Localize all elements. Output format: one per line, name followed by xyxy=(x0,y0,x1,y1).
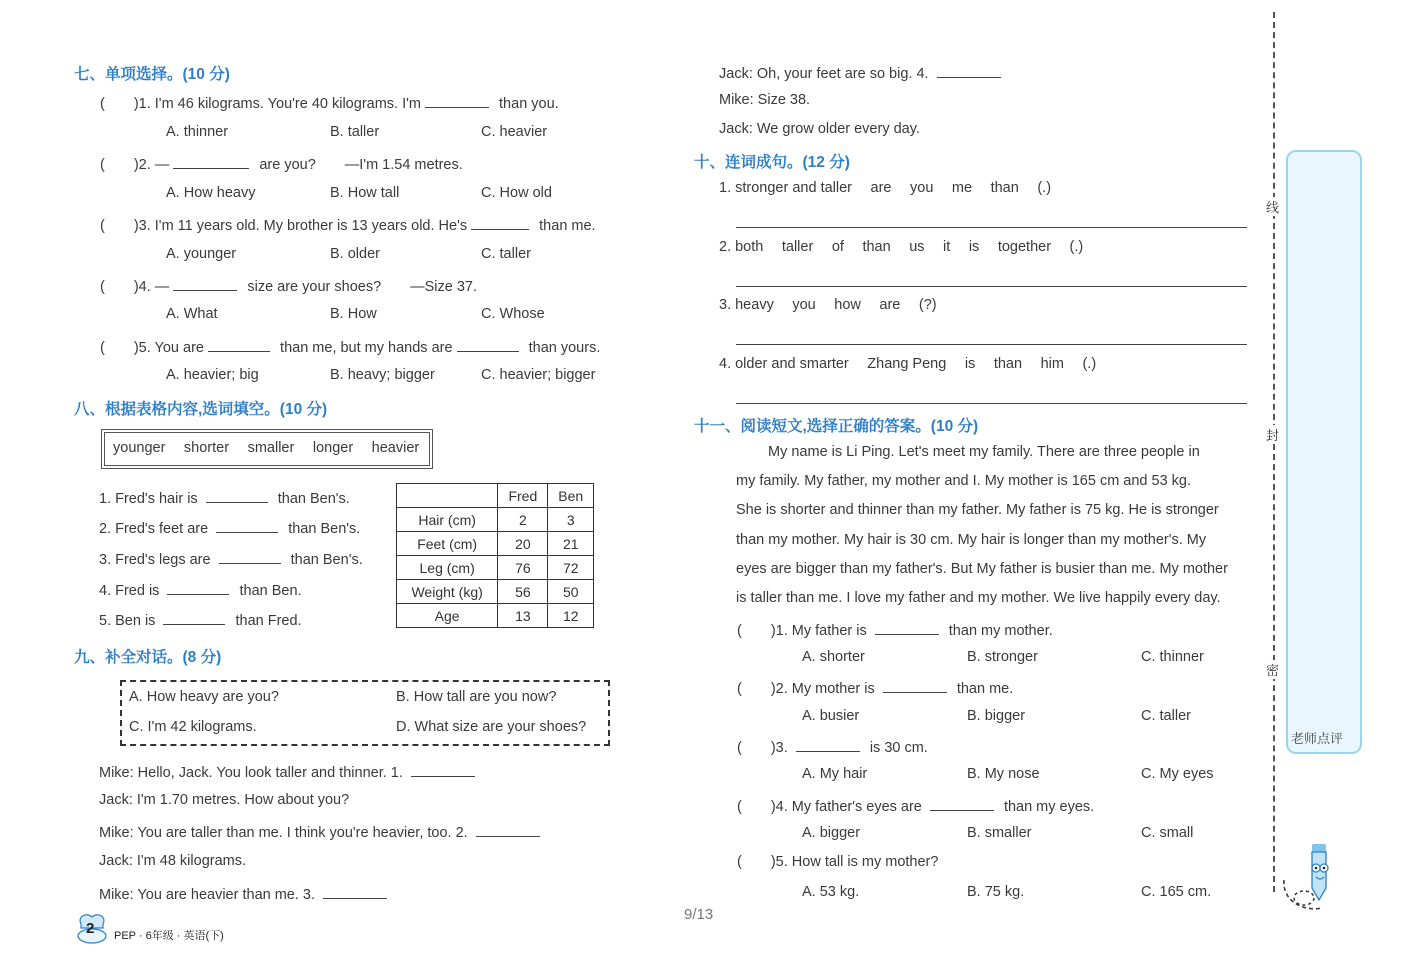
q7-2-blank[interactable] xyxy=(173,154,249,169)
q7-4-blank[interactable] xyxy=(173,276,237,291)
q7-5-prefix: ( )5. You are xyxy=(100,340,204,356)
q7-1-prefix: ( )1. I'm 46 kilograms. You're 40 kilograms. I'm xyxy=(100,96,421,112)
dialogue-blank-3[interactable] xyxy=(323,884,387,899)
q11-2-option-a[interactable]: A. busier xyxy=(802,708,860,724)
q11-4-option-a[interactable]: A. bigger xyxy=(802,825,861,841)
q8-1 xyxy=(99,488,350,507)
q11-4-suffix: than my eyes. xyxy=(1003,799,1095,815)
section7-heading: 七、单项选择。(10 分) xyxy=(74,66,230,83)
page-badge xyxy=(75,912,105,940)
dialogue-line-7: Mike: Size 38. xyxy=(719,92,811,108)
q7-1 xyxy=(100,93,559,112)
q10-3: 3. heavy you how are (?) xyxy=(719,297,937,313)
q7-4 xyxy=(100,276,477,295)
q7-5-option-b[interactable]: B. heavy; bigger xyxy=(330,367,435,383)
binding-char-seal: 封 xyxy=(1266,425,1279,444)
table-cell: 2 xyxy=(498,508,548,532)
dialogue-line-8: Jack: We grow older every day. xyxy=(719,121,920,137)
q7-4-option-b[interactable]: B. How xyxy=(330,306,377,322)
q11-3 xyxy=(737,737,928,756)
data-table xyxy=(396,483,594,628)
q7-3-option-a[interactable]: A. younger xyxy=(166,246,237,262)
q10-2: 2. both taller of than us it is together (.) xyxy=(719,239,1084,255)
q8-2 xyxy=(99,518,360,537)
dialogue-line-1 xyxy=(99,762,475,781)
q7-5-option-c[interactable]: C. heavier; bigger xyxy=(481,367,596,383)
passage-line-5: eyes are bigger than my father's. But My father is busier than me. My mother xyxy=(736,561,1228,577)
q11-2-option-c[interactable]: C. taller xyxy=(1141,708,1191,724)
q11-2-blank[interactable] xyxy=(883,678,947,693)
q7-5-suffix: than yours. xyxy=(528,340,601,356)
q8-1-suffix: than Ben's. xyxy=(277,491,350,507)
q11-4-blank[interactable] xyxy=(930,796,994,811)
binding-dashed-line xyxy=(1273,12,1275,892)
q7-2 xyxy=(100,154,463,173)
q11-3-suffix: is 30 cm. xyxy=(869,740,928,756)
table-cell: 13 xyxy=(498,604,548,628)
q8-5 xyxy=(99,610,302,629)
q7-1-suffix: than you. xyxy=(499,96,559,112)
q7-5-option-a[interactable]: A. heavier; big xyxy=(166,367,259,383)
q11-1-prefix: ( )1. My father is xyxy=(737,623,867,639)
q7-2-prefix: ( )2. — xyxy=(100,157,170,173)
dialogue-option-b: B. How tall are you now? xyxy=(396,689,557,705)
table-header-cell xyxy=(397,484,498,508)
q7-3 xyxy=(100,215,596,234)
dialogue-line-6 xyxy=(719,63,1001,82)
book-title: PEP · 6年级 · 英语(下) xyxy=(114,930,224,942)
q7-3-blank[interactable] xyxy=(471,215,529,230)
q11-1 xyxy=(737,620,1053,639)
q8-2-suffix: than Ben's. xyxy=(288,521,361,537)
q11-4-option-b[interactable]: B. smaller xyxy=(967,825,1032,841)
q7-5-middle: than me, but my hands are xyxy=(280,340,453,356)
dialogue-line-6-text: Jack: Oh, your feet are so big. 4. xyxy=(719,66,929,82)
teacher-comment-panel[interactable] xyxy=(1286,150,1362,754)
q8-2-blank[interactable] xyxy=(216,518,278,533)
page-number: 2 xyxy=(86,920,95,937)
q7-1-option-c[interactable]: C. heavier xyxy=(481,124,548,140)
q11-1-suffix: than my mother. xyxy=(948,623,1053,639)
teacher-comment-label: 老师点评 xyxy=(1291,731,1344,746)
q11-1-option-c[interactable]: C. thinner xyxy=(1141,649,1204,665)
table-cell: Leg (cm) xyxy=(397,556,498,580)
dialogue-line-3-text: Mike: You are taller than me. I think you're heavier, too. 2. xyxy=(99,825,468,841)
section9-heading: 九、补全对话。(8 分) xyxy=(74,649,222,666)
q10-1: 1. stronger and taller are you me than (.) xyxy=(719,180,1052,196)
table-cell: 12 xyxy=(548,604,594,628)
table-row xyxy=(397,604,594,628)
q8-5-suffix: than Fred. xyxy=(235,613,302,629)
q7-5-blank-1[interactable] xyxy=(208,337,270,352)
q10-2-answer-line[interactable] xyxy=(736,286,1247,287)
table-cell: 76 xyxy=(498,556,548,580)
q11-5: ( )5. How tall is my mother? xyxy=(737,854,939,870)
dialogue-line-5-text: Mike: You are heavier than me. 3. xyxy=(99,887,316,903)
q11-2-option-b[interactable]: B. bigger xyxy=(967,708,1026,724)
q7-2-option-c[interactable]: C. How old xyxy=(481,185,552,201)
q11-2-suffix: than me. xyxy=(956,681,1014,697)
q11-2-prefix: ( )2. My mother is xyxy=(737,681,875,697)
dialogue-line-5 xyxy=(99,884,387,903)
q7-3-option-b[interactable]: B. older xyxy=(330,246,380,262)
q10-4-answer-line[interactable] xyxy=(736,403,1247,404)
dialogue-option-a: A. How heavy are you? xyxy=(129,689,279,705)
q8-4 xyxy=(99,580,302,599)
passage-line-3: She is shorter and thinner than my father. My father is 75 kg. He is stronger xyxy=(736,502,1219,518)
q11-2 xyxy=(737,678,1013,697)
section10-heading: 十、连词成句。(12 分) xyxy=(694,154,850,171)
q8-5-blank[interactable] xyxy=(163,610,225,625)
section11-heading: 十一、阅读短文,选择正确的答案。(10 分) xyxy=(694,418,979,435)
q11-3-option-b[interactable]: B. My nose xyxy=(967,766,1040,782)
dialogue-line-1-text: Mike: Hello, Jack. You look taller and thinner. 1. xyxy=(99,765,403,781)
q11-4-prefix: ( )4. My father's eyes are xyxy=(737,799,922,815)
q7-5-blank-2[interactable] xyxy=(457,337,519,352)
q8-1-blank[interactable] xyxy=(206,488,268,503)
q8-1-prefix: 1. Fred's hair is xyxy=(99,491,198,507)
q11-5-option-a[interactable]: A. 53 kg. xyxy=(802,884,860,900)
table-row xyxy=(397,508,594,532)
table-header-cell: Fred xyxy=(498,484,548,508)
table-row xyxy=(397,532,594,556)
dialogue-line-2: Jack: I'm 1.70 metres. How about you? xyxy=(99,792,350,808)
dialogue-blank-4[interactable] xyxy=(937,63,1001,78)
q11-4 xyxy=(737,796,1094,815)
q7-2-option-a[interactable]: A. How heavy xyxy=(166,185,256,201)
page-counter: 9/13 xyxy=(684,906,714,923)
q8-3-blank[interactable] xyxy=(219,549,281,564)
q8-2-prefix: 2. Fred's feet are xyxy=(99,521,209,537)
q11-1-blank[interactable] xyxy=(875,620,939,635)
passage-line-2: my family. My father, my mother and I. My mother is 165 cm and 53 kg. xyxy=(736,473,1192,489)
q11-4-option-c[interactable]: C. small xyxy=(1141,825,1194,841)
q8-4-blank[interactable] xyxy=(167,580,229,595)
table-cell: Weight (kg) xyxy=(397,580,498,604)
table-cell: 3 xyxy=(548,508,594,532)
q11-1-option-a[interactable]: A. shorter xyxy=(802,649,865,665)
q7-2-option-b[interactable]: B. How tall xyxy=(330,185,400,201)
q8-3-suffix: than Ben's. xyxy=(290,552,363,568)
dialogue-option-c: C. I'm 42 kilograms. xyxy=(129,719,257,735)
q7-3-prefix: ( )3. I'm 11 years old. My brother is 13 years old. He's xyxy=(100,218,468,234)
table-cell: Age xyxy=(397,604,498,628)
q8-4-suffix: than Ben. xyxy=(239,583,302,599)
passage-line-1: My name is Li Ping. Let's meet my family. There are three people in xyxy=(768,444,1200,460)
table-cell: 20 xyxy=(498,532,548,556)
binding-char-secret: 密 xyxy=(1266,660,1279,679)
dialogue-line-4: Jack: I'm 48 kilograms. xyxy=(99,853,247,869)
pencil-mascot xyxy=(1282,840,1346,912)
q7-5 xyxy=(100,337,600,356)
table-cell: 21 xyxy=(548,532,594,556)
q11-5-option-b[interactable]: B. 75 kg. xyxy=(967,884,1025,900)
q10-4: 4. older and smarter Zhang Peng is than him (.) xyxy=(719,356,1097,372)
table-cell: 72 xyxy=(548,556,594,580)
q11-3-option-c[interactable]: C. My eyes xyxy=(1141,766,1214,782)
q11-1-option-b[interactable]: B. stronger xyxy=(967,649,1038,665)
q7-4-suffix: size are your shoes? —Size 37. xyxy=(247,279,478,295)
table-cell: 50 xyxy=(548,580,594,604)
q11-3-blank[interactable] xyxy=(796,737,860,752)
q7-3-suffix: than me. xyxy=(539,218,596,234)
q8-5-prefix: 5. Ben is xyxy=(99,613,156,629)
q7-1-option-a[interactable]: A. thinner xyxy=(166,124,229,140)
q8-3 xyxy=(99,549,363,568)
dialogue-blank-1[interactable] xyxy=(411,762,475,777)
word-bank: younger shorter smaller longer heavier xyxy=(113,440,420,456)
dialogue-blank-2[interactable] xyxy=(476,822,540,837)
q7-3-option-c[interactable]: C. taller xyxy=(481,246,531,262)
passage-line-4: than my mother. My hair is 30 cm. My hair is longer than my mother's. My xyxy=(736,532,1207,548)
q8-3-prefix: 3. Fred's legs are xyxy=(99,552,211,568)
q7-4-option-c[interactable]: C. Whose xyxy=(481,306,545,322)
q11-3-prefix: ( )3. xyxy=(737,740,788,756)
table-header-row xyxy=(397,484,594,508)
q10-3-answer-line[interactable] xyxy=(736,344,1247,345)
table-header-cell: Ben xyxy=(548,484,594,508)
q7-4-prefix: ( )4. — xyxy=(100,279,170,295)
dialogue-option-d: D. What size are your shoes? xyxy=(396,719,587,735)
q8-4-prefix: 4. Fred is xyxy=(99,583,160,599)
q11-3-option-a[interactable]: A. My hair xyxy=(802,766,868,782)
table-cell: Feet (cm) xyxy=(397,532,498,556)
q10-1-answer-line[interactable] xyxy=(736,227,1247,228)
q7-1-option-b[interactable]: B. taller xyxy=(330,124,380,140)
q7-1-blank[interactable] xyxy=(425,93,489,108)
q7-2-suffix: are you? —I'm 1.54 metres. xyxy=(259,157,463,173)
binding-char-line: 线 xyxy=(1266,197,1279,216)
pencil-mascot-icon xyxy=(1282,840,1346,912)
table-row xyxy=(397,580,594,604)
section8-heading: 八、根据表格内容,选词填空。(10 分) xyxy=(74,401,328,418)
table-cell: 56 xyxy=(498,580,548,604)
table-row xyxy=(397,556,594,580)
passage-line-6: is taller than me. I love my father and my mother. We live happily every day. xyxy=(736,590,1221,606)
dialogue-line-3 xyxy=(99,822,540,841)
q11-5-option-c[interactable]: C. 165 cm. xyxy=(1141,884,1212,900)
table-cell: Hair (cm) xyxy=(397,508,498,532)
q7-4-option-a[interactable]: A. What xyxy=(166,306,218,322)
